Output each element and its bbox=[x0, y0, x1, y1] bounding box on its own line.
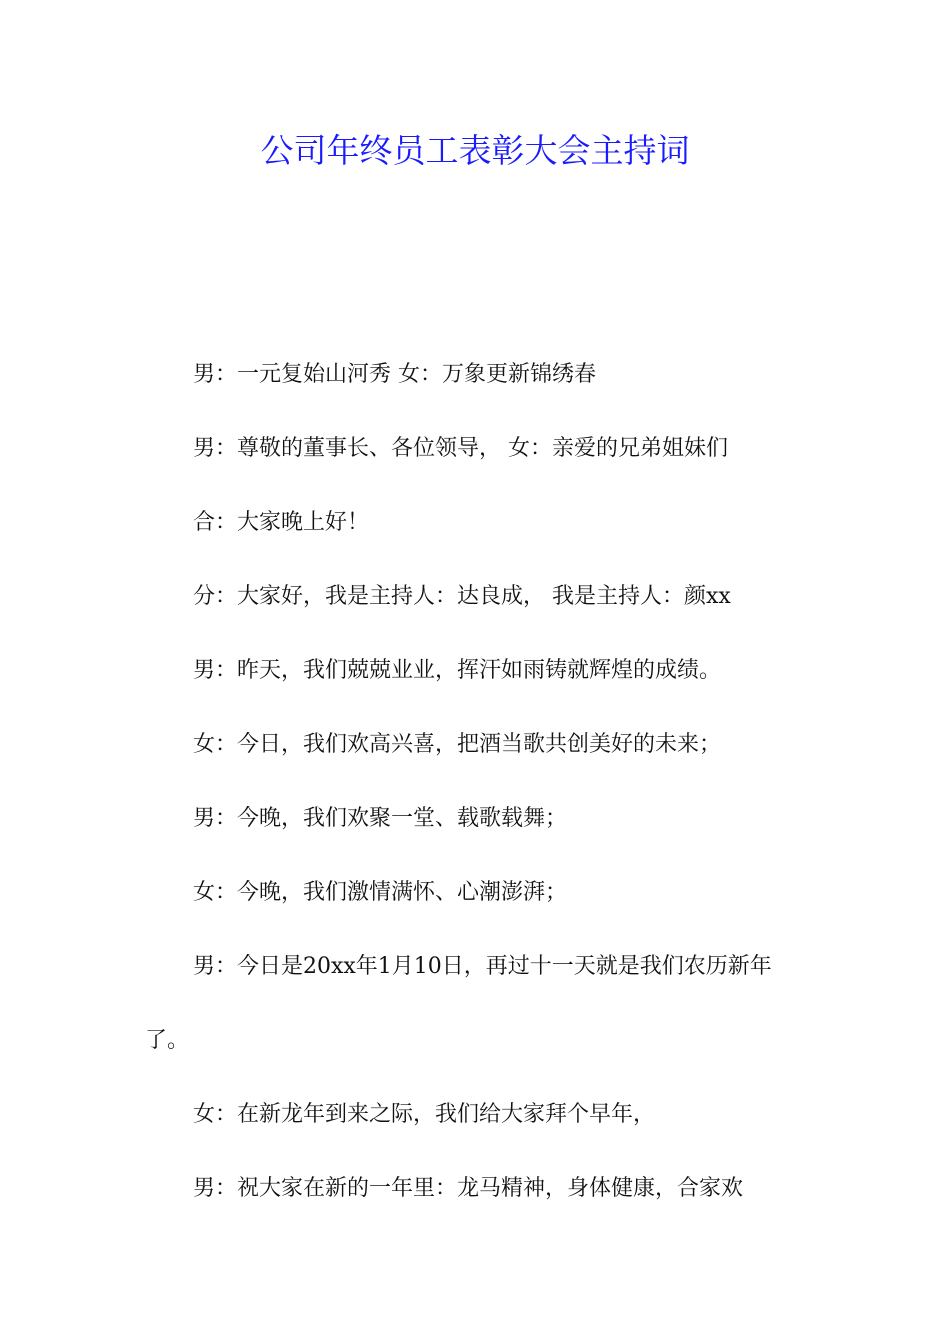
document-title: 公司年终员工表彰大会主持词 bbox=[260, 131, 690, 170]
document-body bbox=[145, 338, 810, 1226]
paragraph: 分：大家好，我是主持人：达良成， 我是主持人：颜xx bbox=[193, 584, 731, 609]
paragraph: 男：今晚，我们欢聚一堂、载歌载舞； bbox=[193, 806, 568, 831]
paragraph: 合：大家晚上好！ bbox=[193, 510, 370, 535]
paragraph: 男：尊敬的董事长、各位领导， 女：亲爱的兄弟姐妹们 bbox=[193, 436, 728, 461]
paragraph: 男：祝大家在新的一年里：龙马精神，身体健康，合家欢 bbox=[193, 1176, 744, 1201]
paragraph: 男：今日是20xx年1月10日，再过十一天就是我们农历新年了。 bbox=[145, 954, 772, 1053]
paragraph: 女：今晚，我们激情满怀、心潮澎湃； bbox=[193, 880, 568, 905]
paragraph: 男：昨天，我们兢兢业业，挥汗如雨铸就辉煌的成绩。 bbox=[193, 658, 722, 683]
paragraph: 女：今日，我们欢高兴喜，把酒当歌共创美好的未来； bbox=[193, 732, 722, 757]
paragraph: 女：在新龙年到来之际，我们给大家拜个早年， bbox=[193, 1102, 656, 1127]
paragraph: 男：一元复始山河秀 女：万象更新锦绣春 bbox=[193, 362, 596, 387]
